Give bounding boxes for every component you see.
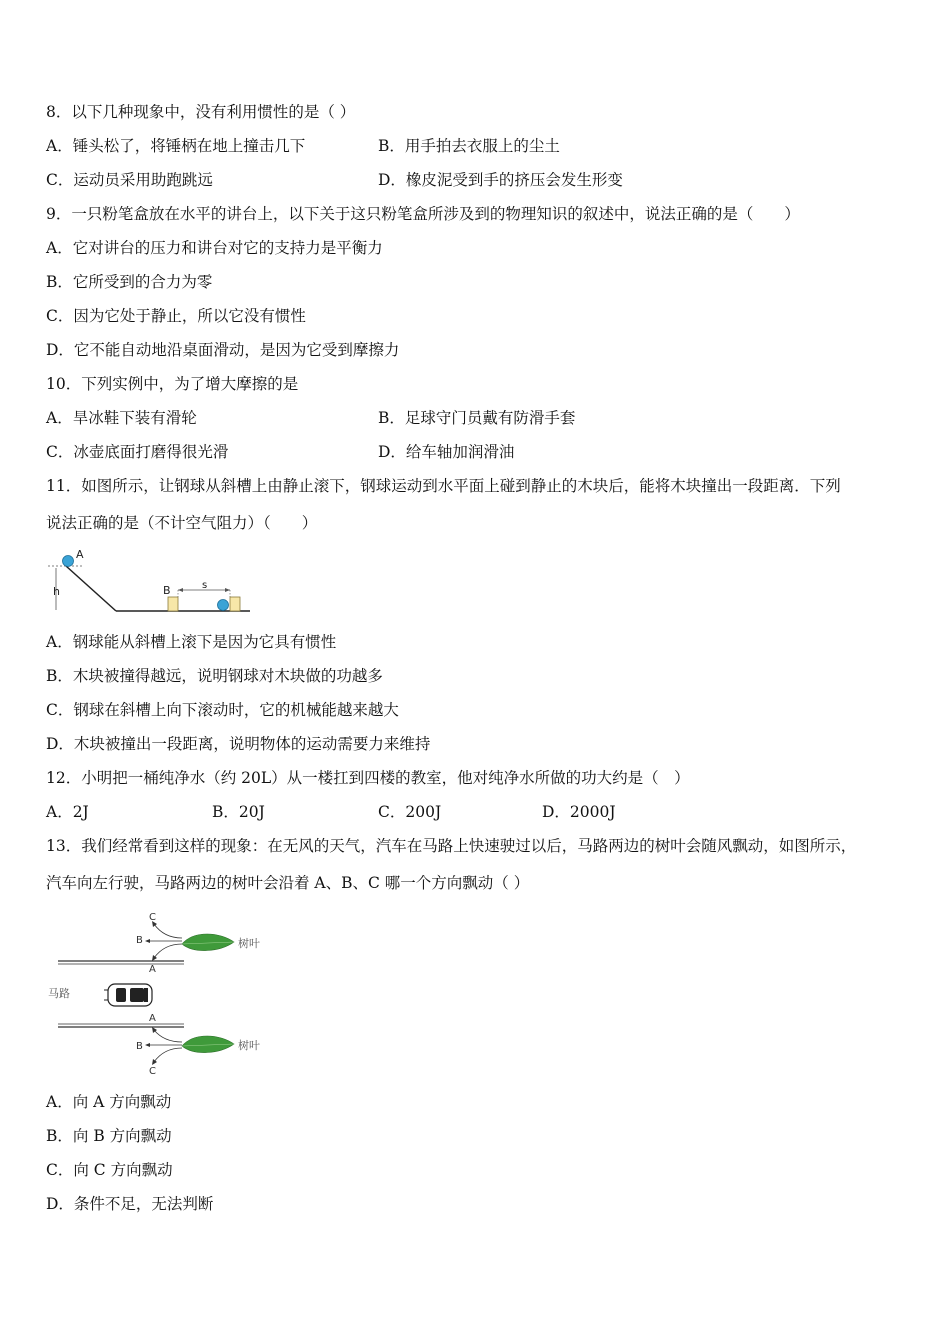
q10-option-c[interactable]: C．冰壶底面打磨得很光滑 (46, 443, 229, 461)
label-b-bottom: B (136, 1041, 143, 1052)
q13-option-c[interactable]: C．向 C 方向飘动 (46, 1161, 173, 1179)
q12-option-b[interactable]: B．20J (212, 803, 265, 821)
q11-option-b[interactable]: B．木块被撞得越远，说明钢球对木块做的功越多 (46, 667, 383, 685)
q11-option-c[interactable]: C．钢球在斜槽上向下滚动时，它的机械能越来越大 (46, 701, 399, 719)
arrow-a-top-head (152, 955, 157, 961)
q11-option-a[interactable]: A．钢球能从斜槽上滚下是因为它具有惯性 (46, 633, 337, 651)
steel-ball-top (63, 556, 74, 567)
label-c-top: C (149, 912, 156, 923)
label-a-bottom: A (149, 1013, 156, 1024)
q10-option-a[interactable]: A．旱冰鞋下装有滑轮 (46, 409, 197, 427)
q10-option-d[interactable]: D．给车轴加润滑油 (378, 443, 515, 461)
q13-stem-line2: 汽车向左行驶，马路两边的树叶会沿着 A、B、C 哪一个方向飘动（ ） (46, 874, 530, 892)
q12-option-c[interactable]: C．200J (378, 803, 442, 821)
label-b-top: B (136, 935, 143, 946)
label-c-bottom: C (149, 1066, 156, 1077)
q11-stem-line1: 11．如图所示，让钢球从斜槽上由静止滚下，钢球运动到水平面上碰到静止的木块后，能将木块撞出一段距离．下列 (46, 477, 841, 495)
arrow-a-bottom (154, 1030, 182, 1042)
q8-option-a[interactable]: A．锤头松了，将锤柄在地上撞击几下 (46, 137, 306, 155)
q10-option-b[interactable]: B．足球守门员戴有防滑手套 (378, 409, 576, 427)
car-rear-window (144, 988, 148, 1002)
q13-option-a[interactable]: A．向 A 方向飘动 (46, 1093, 172, 1111)
q12-stem: 12．小明把一桶纯净水（约 20L）从一楼扛到四楼的教室，他对纯净水所做的功大约是（ ） (46, 769, 690, 787)
label-b: B (163, 584, 171, 597)
q8-stem: 8．以下几种现象中，没有利用惯性的是（ ） (46, 103, 356, 121)
steel-ball-bottom (218, 600, 229, 611)
road-label: 马路 (48, 987, 70, 1000)
car-roof (130, 988, 144, 1002)
q13-road-leaf-figure (44, 908, 276, 1080)
label-a: A (76, 548, 84, 561)
q12-option-d[interactable]: D．2000J (542, 803, 616, 821)
arrow-b-bottom-head (145, 1043, 150, 1047)
q13-option-b[interactable]: B．向 B 方向飘动 (46, 1127, 172, 1145)
label-h: h (53, 585, 60, 598)
q11-option-d[interactable]: D．木块被撞出一段距离，说明物体的运动需要力来维持 (46, 735, 431, 753)
distance-arrow-left-head (178, 588, 183, 592)
distance-arrow-right-head (225, 588, 230, 592)
label-s: s (202, 580, 208, 591)
q12-option-a[interactable]: A．2J (46, 803, 89, 821)
q9-stem: 9．一只粉笔盒放在水平的讲台上，以下关于这只粉笔盒所涉及到的物理知识的叙述中，说法正确的是（ ） (46, 205, 800, 223)
wood-block-end (230, 597, 240, 611)
q9-option-a[interactable]: A．它对讲台的压力和讲台对它的支持力是平衡力 (46, 239, 383, 257)
car-front-window (116, 988, 126, 1002)
leaf-label-bottom: 树叶 (238, 1039, 260, 1052)
q8-option-d[interactable]: D．橡皮泥受到手的挤压会发生形变 (378, 171, 623, 189)
q9-option-c[interactable]: C．因为它处于静止，所以它没有惯性 (46, 307, 306, 325)
incline-ramp (66, 566, 116, 611)
arrow-c-bottom-head (152, 1059, 157, 1065)
arrow-a-top (154, 944, 182, 958)
arrow-b-top-head (145, 939, 150, 943)
q11-stem-line2: 说法正确的是（不计空气阻力）（ ） (46, 514, 318, 532)
arrow-c-top (154, 924, 182, 938)
q9-option-d[interactable]: D．它不能自动地沿桌面滑动，是因为它受到摩擦力 (46, 341, 400, 359)
q13-stem-line1: 13．我们经常看到这样的现象：在无风的天气，汽车在马路上快速驶过以后，马路两边的树叶会随风飘动，如图所示， (46, 837, 857, 855)
q10-stem: 10．下列实例中，为了增大摩擦的是 (46, 375, 299, 393)
wood-block-start (168, 597, 178, 611)
q8-option-b[interactable]: B．用手拍去衣服上的尘土 (378, 137, 560, 155)
arrow-c-bottom (154, 1048, 182, 1062)
q8-option-c[interactable]: C．运动员采用助跑跳远 (46, 171, 213, 189)
q9-option-b[interactable]: B．它所受到的合力为零 (46, 273, 213, 291)
q11-incline-figure (44, 548, 256, 618)
label-a-top: A (149, 964, 156, 975)
q13-option-d[interactable]: D．条件不足，无法判断 (46, 1195, 214, 1213)
leaf-label-top: 树叶 (238, 937, 260, 950)
